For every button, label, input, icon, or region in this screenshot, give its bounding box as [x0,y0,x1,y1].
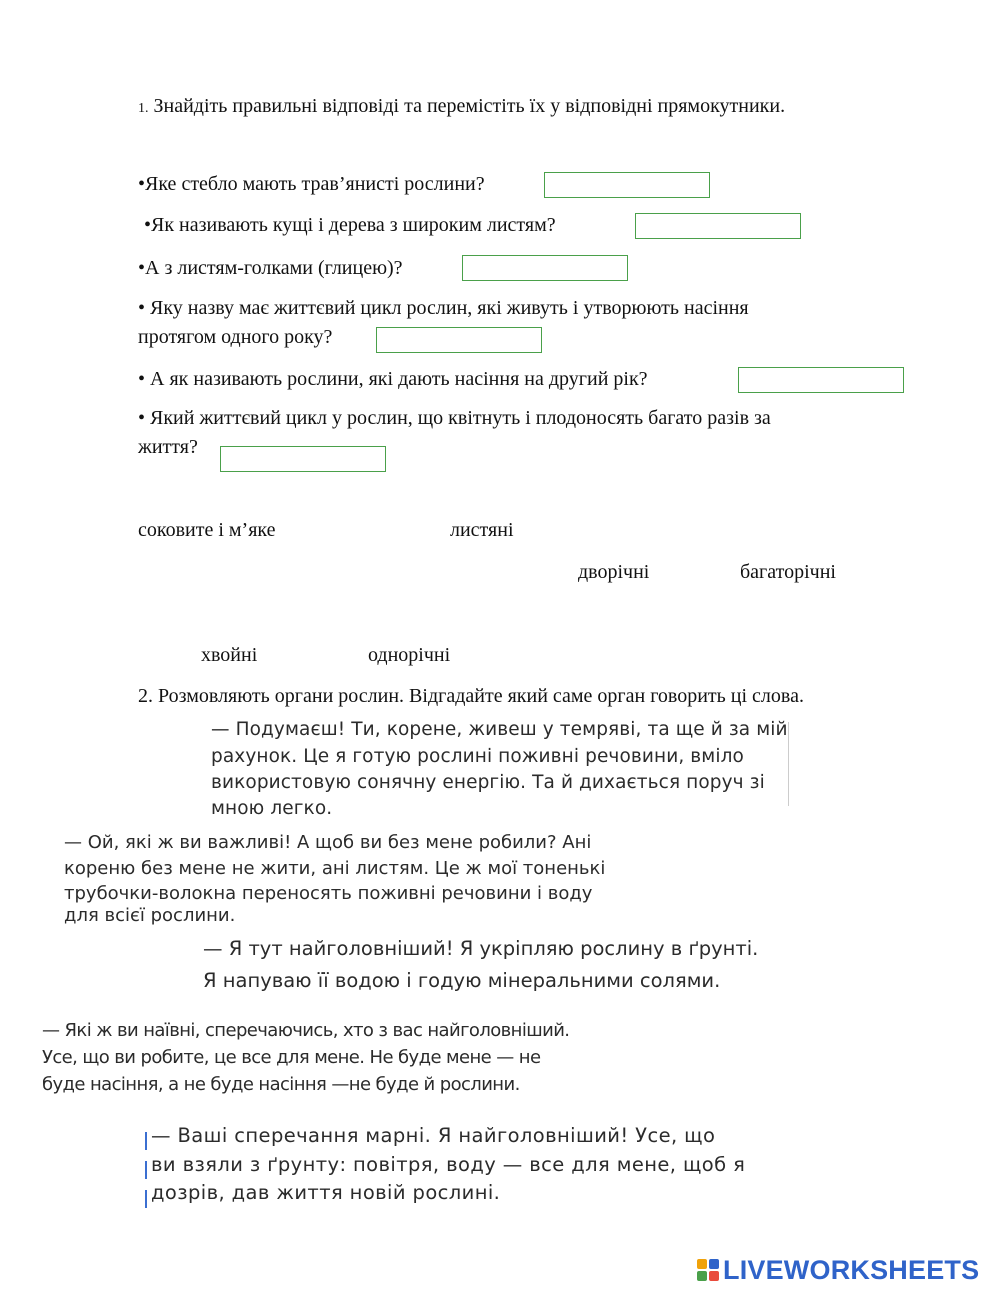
excerpt-2-line-4: для всієї рослини. [64,905,236,926]
excerpt-2-line-2: кореню без мене не жити, ані листям. Це ж мої тоненькі [64,858,606,879]
excerpt-2-line-1: — Ой, які ж ви важливі! А щоб ви без мене робили? Ані [64,832,592,853]
excerpt-1-line-4: мною легко. [211,798,333,819]
task1-instruction [138,95,785,118]
excerpt-1-line-2: рахунок. Це я готую рослині поживні речовини, вміло [211,746,744,767]
margin-bar [145,1161,147,1179]
task1-instruction-text: Знайдіть правильні відповіді та перемістіть їх у відповідні прямокутники. [153,95,786,117]
answer-box-4[interactable] [376,327,542,353]
excerpt-1-line-3: використовую сонячну енергію. Та й дихається поруч зі [211,772,765,793]
excerpt-5-line-2: ви взяли з ґрунту: повітря, воду — все для мене, щоб я [151,1153,746,1176]
task2-instruction: 2. Розмовляють органи рослин. Відгадайте який саме орган говорить ці слова. [138,685,804,707]
excerpt-2-line-3: трубочки-волокна переносять поживні речовини і воду [64,883,593,904]
task1-number: 1. [138,101,149,116]
excerpt-1-line-1: — Подумаєш! Ти, корене, живеш у темряві, та ще й за мій [211,719,788,740]
answer-word-sokovyte[interactable]: соковите і м’яке [138,519,276,541]
excerpt-4-line-3: буде насіння, а не буде насіння —не буде й рослини. [42,1074,520,1095]
logo-text: LIVEWORKSHEETS [723,1254,980,1285]
answer-word-odnorichni[interactable]: однорічні [368,644,451,666]
answer-word-lystiani[interactable]: листяні [450,519,514,541]
question-3: •А з листям-голками (глицею)? [138,257,403,279]
excerpt-3-line-2: Я напуваю її водою і годую мінеральними солями. [203,969,721,992]
excerpt-5-line-3: дозрів, дав життя новій рослині. [151,1181,501,1204]
answer-box-6[interactable] [220,446,386,472]
question-6-line-1: • Який життєвий цикл у рослин, що квітнуть і плодоносять багато разів за [138,407,771,429]
question-4-line-1: • Яку назву має життєвий цикл рослин, які живуть і утворюють насіння [138,297,749,319]
answer-word-khvoini[interactable]: хвойні [201,644,258,666]
margin-bar [145,1190,147,1208]
answer-box-3[interactable] [462,255,628,281]
answer-box-5[interactable] [738,367,904,393]
answer-box-2[interactable] [635,213,801,239]
question-6-line-2: життя? [138,436,198,458]
question-5: • А як називають рослини, які дають насіння на другий рік? [138,368,648,390]
liveworksheets-logo [697,1255,979,1285]
answer-word-bahatorichni[interactable]: багаторічні [740,561,836,583]
answer-box-1[interactable] [544,172,710,198]
margin-bar [145,1132,147,1150]
excerpt-5-line-1: — Ваші сперечання марні. Я найголовніший! Усе, що [151,1124,716,1147]
crop-mark [788,722,789,806]
question-4-line-2: протягом одного року? [138,326,333,348]
excerpt-4-line-2: Усе, що ви робите, це все для мене. Не буде мене — не [42,1047,541,1068]
excerpt-3-line-1: — Я тут найголовніший! Я укріпляю рослину в ґрунті. [203,937,759,960]
question-1: •Яке стебло мають трав’янисті рослини? [138,173,485,195]
liveworksheets-logo-icon [697,1259,719,1281]
question-2: •Як називають кущі і дерева з широким листям? [139,214,556,236]
answer-word-dvorichni[interactable]: дворічні [578,561,650,583]
excerpt-4-line-1: — Які ж ви наївні, сперечаючись, хто з вас найголовніший. [42,1020,570,1041]
